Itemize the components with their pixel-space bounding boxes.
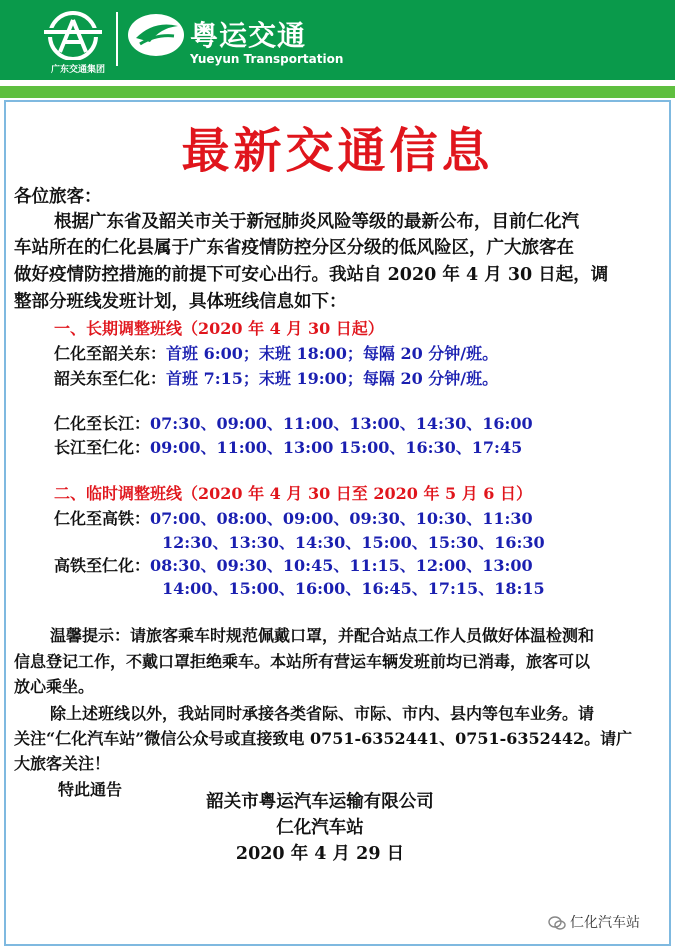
section2-heading: 二、临时调整班线（2020 年 4 月 30 日至 2020 年 5 月 6 日） xyxy=(54,484,533,503)
section2-route-1 xyxy=(54,506,533,529)
group-name: 广东交通集团 xyxy=(50,65,105,75)
section2-route-2 xyxy=(54,553,533,576)
greeting: 各位旅客： xyxy=(14,187,102,207)
brand-english-name: Yueyun Transportation xyxy=(190,52,344,66)
page-title: 最新交通信息 xyxy=(181,123,494,179)
banner-divider xyxy=(116,12,118,66)
section1-route-1 xyxy=(54,341,498,364)
wechat-watermark xyxy=(548,912,640,932)
notice-text: 特此通告 xyxy=(58,780,123,799)
section1-route-4 xyxy=(54,435,522,458)
route-times: 首班 7:15；末班 19:00；每隔 20 分钟/班。 xyxy=(166,369,499,388)
section1-route-3 xyxy=(54,411,533,434)
signature-date: 2020 年 4 月 29 日 xyxy=(235,844,405,864)
group-logo-icon xyxy=(38,10,108,60)
route-name: 仁化至长江： xyxy=(54,414,151,433)
intro-line-2: 车站所在的仁化县属于广东省疫情防控分区分级的低风险区，广大旅客在 xyxy=(14,238,574,258)
route-name: 高铁至仁化： xyxy=(54,556,151,575)
intro-line-4: 整部分班线发班计划，具体班线信息如下： xyxy=(14,292,347,312)
section2-route-2-times-2: 14:00、15:00、16:00、16:45、17:15、18:15 xyxy=(162,579,545,598)
group-logo xyxy=(38,10,108,75)
route-times: 08:30、09:30、10:45、11:15、12:00、13:00 xyxy=(150,556,533,575)
route-times: 07:00、08:00、09:00、09:30、10:30、11:30 xyxy=(150,509,533,528)
route-name: 韶关东至仁化： xyxy=(54,369,167,388)
route-name: 仁化至高铁： xyxy=(54,509,151,528)
section1-route-2 xyxy=(54,366,498,389)
tips-line-2: 信息登记工作，不戴口罩拒绝乘车。本站所有营运车辆发班前均已消毒，旅客可以 xyxy=(14,652,591,671)
signature-station: 仁化汽车站 xyxy=(276,818,364,838)
route-name: 仁化至韶关东： xyxy=(54,344,167,363)
tips-line-3: 放心乘坐。 xyxy=(14,677,95,696)
route-times: 首班 6:00；末班 18:00；每隔 20 分钟/班。 xyxy=(166,344,499,363)
route-name: 长江至仁化： xyxy=(54,438,151,457)
route-times: 09:00、11:00、13:00 15:00、16:30、17:45 xyxy=(150,438,523,457)
brand-name: 粤运交通 xyxy=(190,19,307,52)
watermark-text: 仁化汽车站 xyxy=(570,915,640,931)
section1-heading: 一、长期调整班线（2020 年 4 月 30 日起） xyxy=(54,319,384,338)
charter-line-3: 大旅客关注！ xyxy=(14,754,111,773)
section2-route-1-times-2: 12:30、13:30、14:30、15:00、15:30、16:30 xyxy=(162,533,545,552)
charter-line-1: 除上述班线以外，我站同时承接各类省际、市际、市内、县内等包车业务。请 xyxy=(50,704,595,723)
charter-line-2: 关注“仁化汽车站”微信公众号或直接致电 0751-6352441、0751-6352442。请广 xyxy=(14,729,633,748)
tips-line-1: 温馨提示：请旅客乘车时规范佩戴口罩，并配合站点工作人员做好体温检测和 xyxy=(50,626,595,645)
brand-logo-icon xyxy=(126,12,186,58)
route-times: 07:30、09:00、11:00、13:00、14:30、16:00 xyxy=(150,414,533,433)
wechat-icon xyxy=(548,916,566,930)
signature-company: 韶关市粤运汽车运输有限公司 xyxy=(206,792,434,812)
intro-line-3: 做好疫情防控措施的前提下可安心出行。我站自 2020 年 4 月 30 日起，调 xyxy=(14,265,609,285)
header-stripe-green xyxy=(0,86,675,98)
intro-line-1: 根据广东省及韶关市关于新冠肺炎风险等级的最新公布，目前仁化汽 xyxy=(54,212,579,232)
header-banner xyxy=(0,0,675,80)
